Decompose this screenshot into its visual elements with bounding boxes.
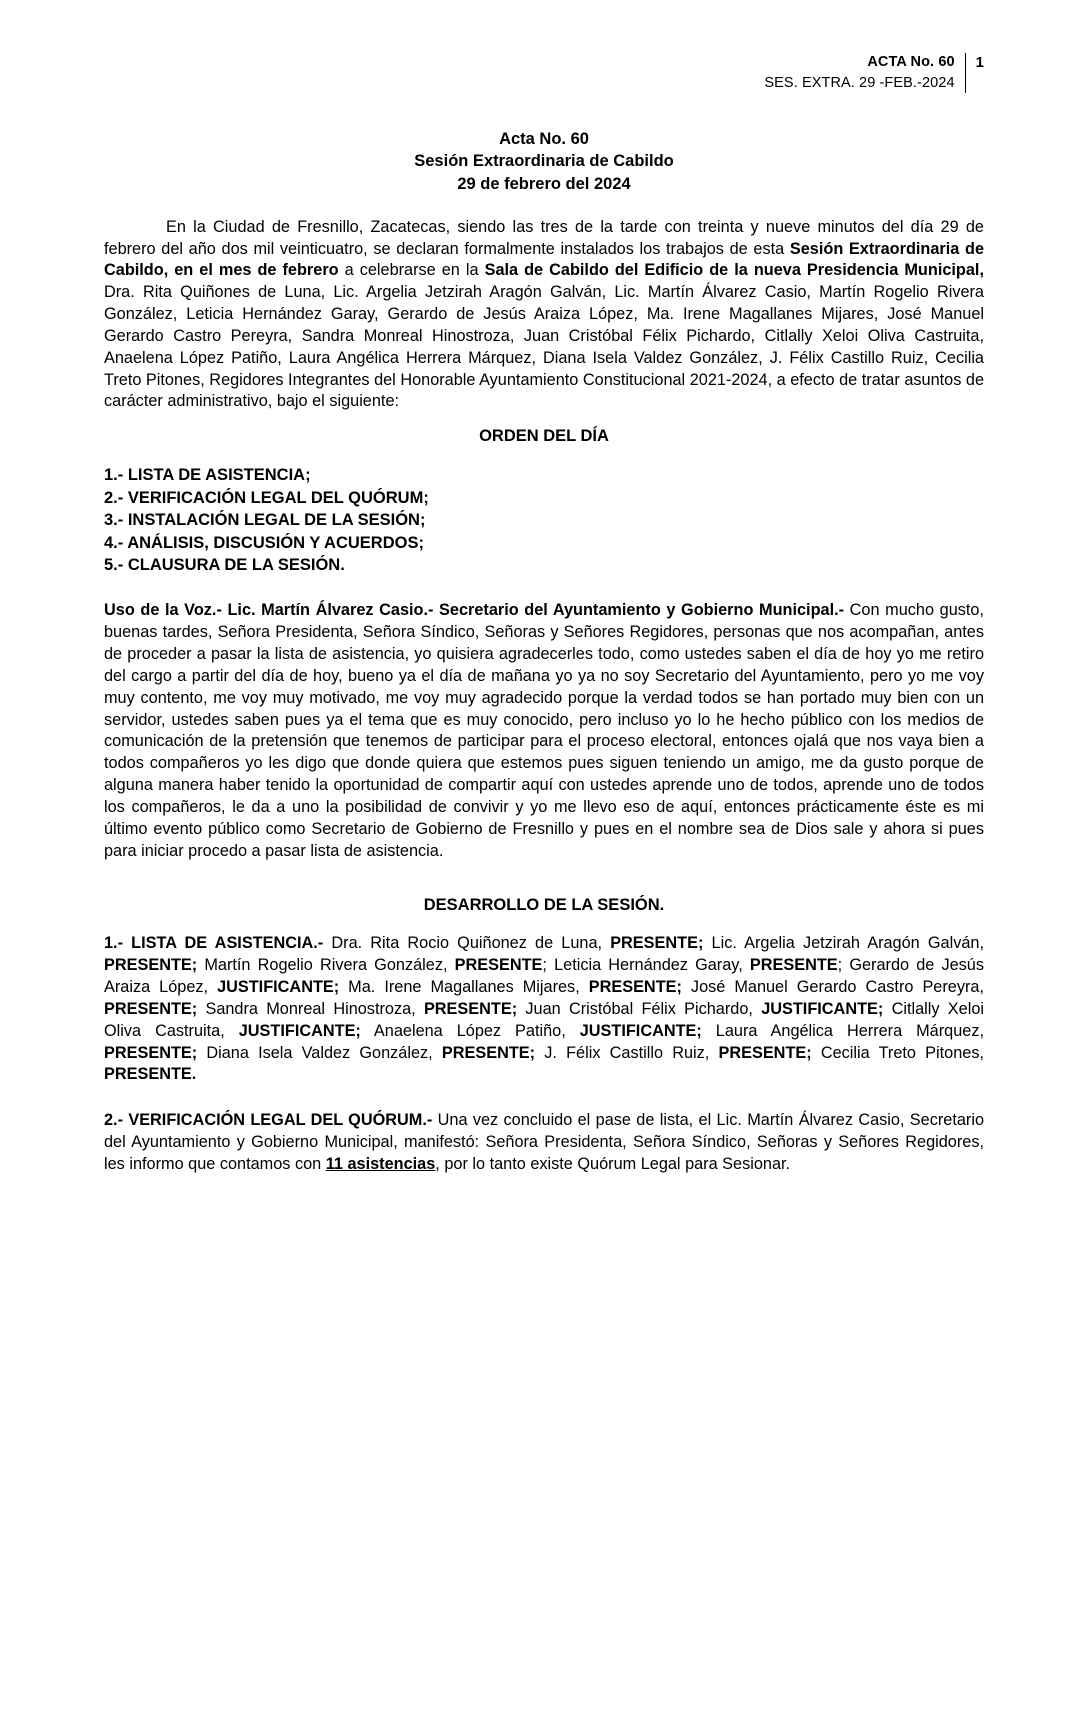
punto-1-b8: PRESENTE; xyxy=(423,999,518,1018)
title-line-2: Sesión Extraordinaria de Cabildo xyxy=(414,152,674,171)
punto-1-b15: PRESENTE. xyxy=(104,1065,197,1084)
punto-1-b10: JUSTIFICANTE; xyxy=(238,1021,361,1040)
punto-2-text-1: Una vez concluido el pase de lista, el Lic. Martín Álvarez Casio, Secretario del Ayuntamiento y Gobierno Municipal, manifestó: Señora Presidenta, Señora Síndico, Señoras y Señores Regidores, les informo que contamos con xyxy=(104,1111,985,1173)
header-session-label: SES. EXTRA. 29 -FEB.-2024 xyxy=(764,75,955,92)
agenda-item-2: 2.- VERIFICACIÓN LEGAL DEL QUÓRUM; xyxy=(104,488,429,507)
punto-1-s9: Juan Cristóbal Félix Pichardo, xyxy=(517,999,762,1018)
punto-1-s13: Diana Isela Valdez González, xyxy=(197,1043,442,1062)
desarrollo-heading: DESARROLLO DE LA SESIÓN. xyxy=(423,896,665,915)
agenda-item-4: 4.- ANÁLISIS, DISCUSIÓN Y ACUERDOS; xyxy=(104,533,424,552)
uso-de-la-voz-text: Con mucho gusto, buenas tardes, Señora Presidenta, Señora Síndico, Señoras y Señores Regidores, personas que nos acompañan, antes de proceder a pasar la lista de asistencia, yo quisiera agradecerles todo, como ustedes saben el día de hoy yo me retiro del cargo a partir del día de hoy, bueno ya el día de mañana yo ya no soy Secretario del Ayuntamiento, pero yo me voy muy contento, me voy muy motivado, me voy muy agradecido porque la verdad todos se han portado muy bien con un servidor, ustedes saben pues ya el tema que es muy conocido, pero incluso yo lo he hecho público con los medios de comunicación de la pretensión que tenemos de participar para el proceso electoral, entonces ojalá que nos vaya bien a todos compañeros yo les digo que donde quiera que estemos pues siguen teniendo un amigo, me da gusto porque de alguna manera haber tenido la oportunidad de compartir aquí con ustedes aprende uno de todos, aprende uno de todos los compañeros, le da a uno la posibilidad de convivir y yo me llevo eso de aquí, entonces prácticamente éste es mi último evento público como Secretario de Gobierno de Fresnillo y pues en el nombre sea de Dios sale y ahora si pues para iniciar procedo a pasar lista de asistencia. xyxy=(104,601,984,860)
agenda-item-3: 3.- INSTALACIÓN LEGAL DE LA SESIÓN; xyxy=(104,511,426,530)
punto-1-b9: JUSTIFICANTE; xyxy=(761,999,884,1018)
punto-1-b13: PRESENTE; xyxy=(441,1043,536,1062)
punto-1-b11: JUSTIFICANTE; xyxy=(579,1021,702,1040)
punto-1-s4: ; Leticia Hernández Garay, xyxy=(542,956,750,975)
header-text-block xyxy=(764,52,964,94)
intro-paragraph xyxy=(104,217,984,413)
punto-1-s8: Sandra Monreal Hinostroza, xyxy=(197,999,424,1018)
punto-2-lead: 2.- VERIFICACIÓN LEGAL DEL QUÓRUM.- xyxy=(104,1111,433,1130)
intro-bold-2: Sala de Cabildo del Edificio de la nueva Presidencia Municipal, xyxy=(484,261,984,280)
intro-part-2: a celebrarse en la xyxy=(338,261,485,280)
punto-1-s1: Dra. Rita Rocio Quiñonez de Luna, xyxy=(323,934,611,953)
intro-part-3: Dra. Rita Quiñones de Luna, Lic. Argelia Jetzirah Aragón Galván, Lic. Martín Álvarez Casio, Martín Rogelio Rivera González, Leticia Hernández Garay, Gerardo de Jesús Araiza López, Ma. Irene Magallanes Mijares, José Manuel Gerardo Castro Pereyra, Sandra Monreal Hinostroza, Juan Cristóbal Félix Pichardo, Citlally Xeloi Oliva Castruita, Anaelena López Patiño, Laura Angélica Herrera Márquez, Diana Isela Valdez González, J. Félix Castillo Ruiz, Cecilia Treto Pitones, Regidores Integrantes del Honorable Ayuntamiento Constitucional 2021-2024, a efecto de tratar asuntos de carácter administrativo, bajo el siguiente: xyxy=(104,283,984,411)
punto-1-s12: Laura Angélica Herrera Márquez, xyxy=(701,1021,984,1040)
punto-1-b3: PRESENTE xyxy=(454,956,543,975)
punto-1-b14: PRESENTE; xyxy=(718,1043,812,1062)
punto-1-s5: ; Gerardo de Jesús Araiza López, xyxy=(104,956,984,997)
punto-1-b1: PRESENTE; xyxy=(610,934,704,953)
title-line-1: Acta No. 60 xyxy=(499,130,589,149)
agenda-item-1: 1.- LISTA DE ASISTENCIA; xyxy=(104,466,311,485)
punto-1-b4: PRESENTE xyxy=(749,956,838,975)
header-divider xyxy=(965,53,966,93)
spacer xyxy=(104,1100,984,1110)
agenda-item-5: 5.- CLAUSURA DE LA SESIÓN. xyxy=(104,556,345,575)
page-number: 1 xyxy=(975,54,984,71)
intro-bold-1: Sesión Extraordinaria de Cabildo, en el mes de febrero xyxy=(104,239,985,280)
punto-1-b2: PRESENTE; xyxy=(104,956,198,975)
punto-2-text-2: , por lo tanto existe Quórum Legal para Sesionar. xyxy=(435,1154,791,1173)
spacer xyxy=(104,876,984,886)
header-inner xyxy=(764,52,984,94)
punto-1-b5: JUSTIFICANTE; xyxy=(217,978,340,997)
punto-1-s14: J. Félix Castillo Ruiz, xyxy=(535,1043,719,1062)
document-title xyxy=(104,128,984,195)
punto-1-lista-asistencia xyxy=(104,933,984,1086)
punto-1-s10: Citlally Xeloi Oliva Castruita, xyxy=(104,999,984,1040)
punto-1-s11: Anaelena López Patiño, xyxy=(360,1021,580,1040)
header-acta-label: ACTA No. 60 xyxy=(867,54,955,70)
punto-2-verificacion-quorum xyxy=(104,1110,984,1175)
punto-1-s3: Martín Rogelio Rivera González, xyxy=(197,956,455,975)
punto-2-asistencias: 11 asistencias xyxy=(325,1154,436,1173)
uso-de-la-voz-paragraph xyxy=(104,600,984,862)
intro-part-1: En la Ciudad de Fresnillo, Zacatecas, siendo las tres de la tarde con treinta y nueve minutos del día 29 de febrero del año dos mil veinticuatro, se declaran formalmente instalados los trabajos de esta xyxy=(104,217,984,258)
punto-1-b12: PRESENTE; xyxy=(104,1043,198,1062)
punto-1-s7: José Manuel Gerardo Castro Pereyra, xyxy=(681,978,984,997)
punto-1-b7: PRESENTE; xyxy=(104,999,198,1018)
punto-1-s2: Lic. Argelia Jetzirah Aragón Galván, xyxy=(703,934,984,953)
uso-de-la-voz-lead: Uso de la Voz.- Lic. Martín Álvarez Casio.- Secretario del Ayuntamiento y Gobierno Municipal.- xyxy=(104,601,845,620)
orden-del-dia-heading: ORDEN DEL DÍA xyxy=(479,427,609,446)
page-header xyxy=(104,52,984,94)
punto-1-s6: Ma. Irene Magallanes Mijares, xyxy=(339,978,589,997)
orden-del-dia-list xyxy=(104,464,984,576)
punto-1-s15: Cecilia Treto Pitones, xyxy=(811,1043,984,1062)
title-line-3: 29 de febrero del 2024 xyxy=(457,174,631,193)
punto-1-b6: PRESENTE; xyxy=(588,978,682,997)
punto-1-lead: 1.- LISTA DE ASISTENCIA.- xyxy=(104,934,324,953)
